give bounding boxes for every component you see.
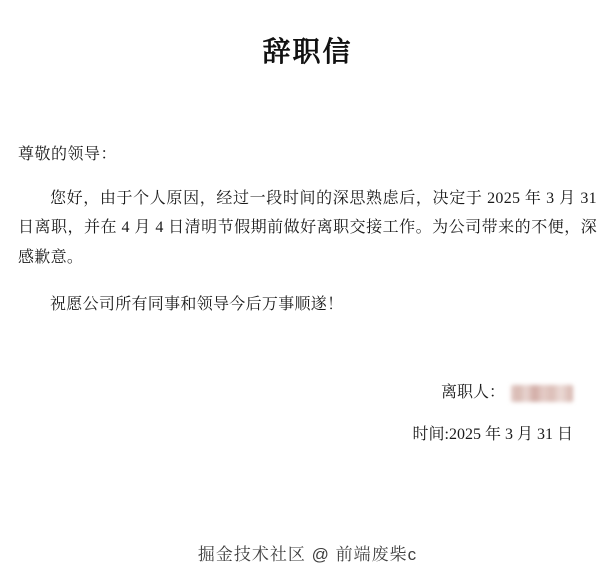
signature-block — [18, 378, 597, 451]
watermark — [0, 540, 615, 565]
body-paragraph-2: 祝愿公司所有同事和领导今后万事顺遂！ — [50, 296, 344, 314]
signature-label: 离职人： — [440, 383, 505, 401]
page-title: 辞职信 — [262, 37, 353, 68]
signature-line — [18, 378, 573, 408]
watermark-site: 掘金技术社区 — [197, 545, 306, 564]
redacted-name-blur — [511, 385, 573, 402]
document-page — [0, 30, 615, 573]
watermark-author: @ 前端废柴c — [311, 545, 418, 564]
salutation-text: 尊敬的领导： — [18, 146, 118, 163]
body-paragraph-1: 您好，由于个人原因，经过一段时间的深思熟虑后，决定于 2025 年 3 月 31 日离职，并在 4 月 4 日清明节假期前做好离职交接工作。为公司带来的不便，深感歉意。 — [18, 189, 597, 266]
date-line: 时间:2025 年 3 月 31 日 — [412, 426, 573, 444]
